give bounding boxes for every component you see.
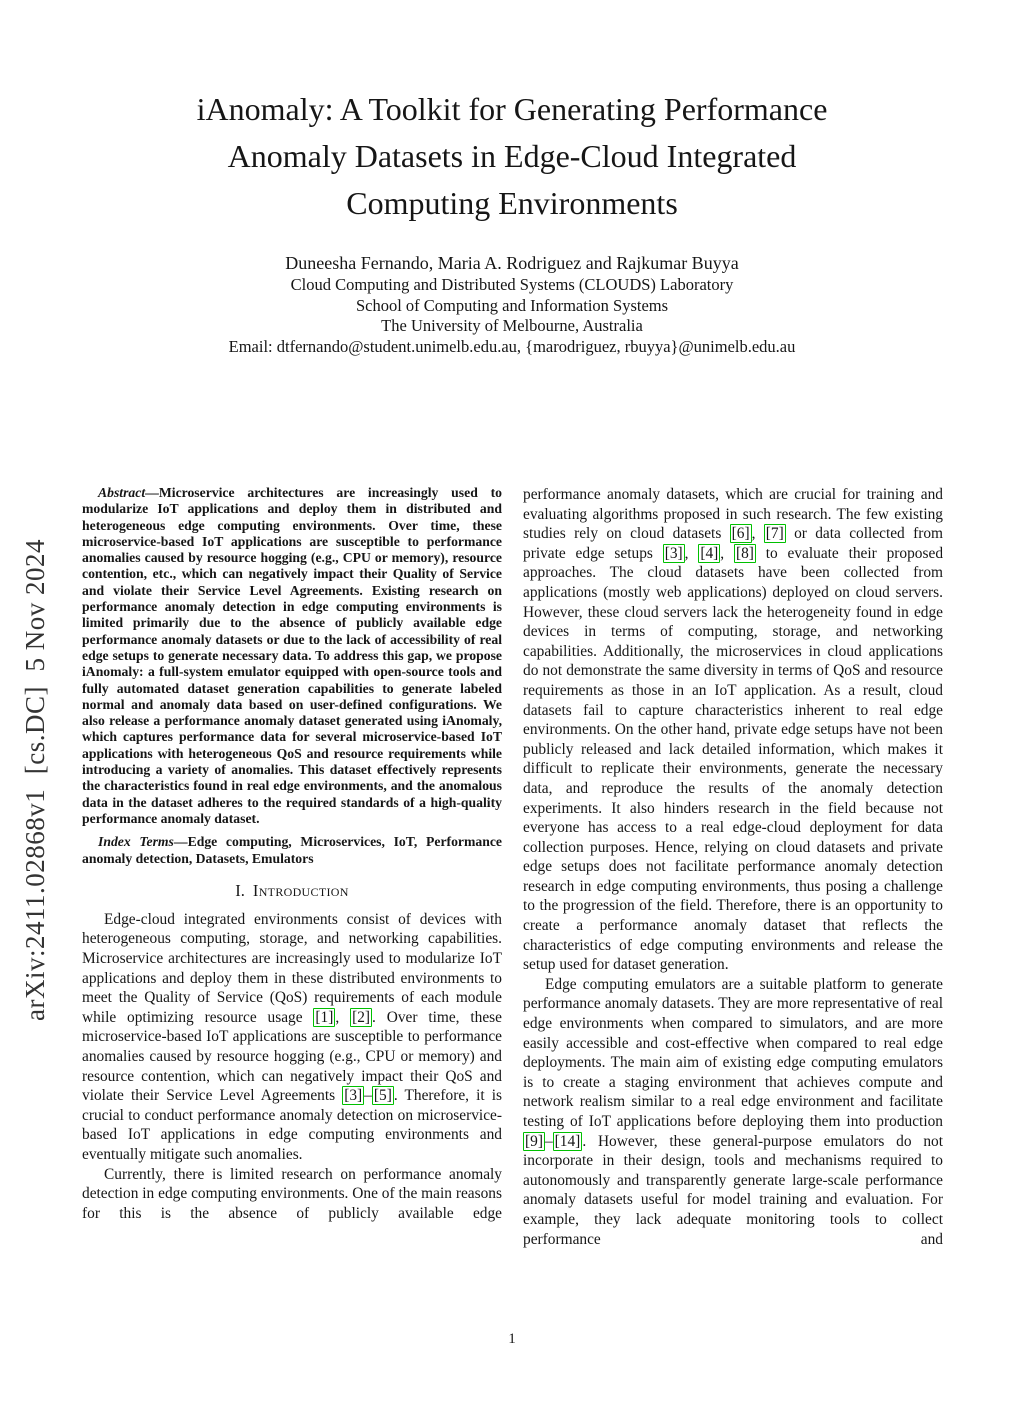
- citation-link[interactable]: [1]: [315, 1008, 334, 1026]
- affiliation-university: The University of Melbourne, Australia: [381, 316, 643, 335]
- left-column: [82, 485, 502, 1249]
- paper-title: [60, 86, 964, 227]
- page-number: 1: [508, 1331, 516, 1347]
- citation-link[interactable]: [6]: [731, 525, 750, 543]
- index-terms-text: —Edge computing, Microservices, IoT, Performance anomaly detection, Datasets, Emulators: [82, 834, 503, 866]
- abstract-label: Abstract: [98, 485, 146, 500]
- right-column: [523, 485, 943, 1249]
- author-block: [0, 252, 1024, 357]
- citation-link[interactable]: [4]: [700, 544, 719, 562]
- citation-link[interactable]: [3]: [664, 544, 683, 562]
- citation-link[interactable]: [2]: [352, 1008, 371, 1026]
- citation-link[interactable]: [5]: [373, 1087, 392, 1105]
- arxiv-watermark: arXiv:2411.02868v1 [cs.DC] 5 Nov 2024: [20, 539, 50, 1021]
- title-line-2: Anomaly Datasets in Edge-Cloud Integrated: [227, 138, 797, 174]
- section-number: I.: [235, 880, 245, 900]
- abstract-text: —Microservice architectures are increasingly used to modularize IoT applications and deploy them in distributed and heterogeneous edge computing environments. Over time, these microservice-based IoT applications are susceptible to performance anomalies caused by resource hogging (e.g., CPU or memory), resource contention, etc., which can negatively impact their Quality of Service and violate their Service Level Agreements. Existing research on performance anomaly detection in edge computing environments is limited primarily due to the absence of publicly available edge performance anomaly datasets or due to the lack of accessibility of real edge setups to generate necessary data. To address this gap, we propose iAnomaly: a full-system emulator equipped with open-source tools and fully automated dataset generation capabilities to generate labeled normal and anomaly data based on user-defined configurations. We also release a performance anomaly dataset generated using iAnomaly, which captures performance data for several microservice-based IoT applications with heterogeneous QoS and resource requirements while introducing a variety of anomalies. This dataset effectively represents the characteristics found in real edge environments, and the anomalous data in the dataset adheres to the required standards of a high-quality performance anomaly dataset.: [82, 485, 502, 826]
- citation-link[interactable]: [9]: [525, 1132, 543, 1150]
- citation-link[interactable]: [14]: [554, 1132, 581, 1150]
- title-line-1: iAnomaly: A Toolkit for Generating Performance: [196, 91, 828, 127]
- citation-link[interactable]: [3]: [344, 1087, 363, 1105]
- index-terms-paragraph: [82, 834, 502, 867]
- citation-link[interactable]: [8]: [735, 544, 754, 562]
- two-column-layout: [82, 485, 943, 1249]
- index-terms-label: Index Terms: [98, 834, 174, 850]
- intro-paragraph-3: performance anomaly datasets, which are crucial for training and evaluating algorithms proposed in such research. The few existing studies rely on cloud datasets [6] , [7] or data collected from private edge setups [3] , [4] , [8] to evaluate their proposed approaches. The cloud datasets have been collected from applications (mostly web applications) deployed on cloud servers. However, these cloud servers lack the heterogeneity found in edge devices in terms of computing, storage, and networking capabilities. Additionally, the microservices in cloud applications do not demonstrate the same diversity in terms of QoS and resource requirements as those in an IoT application. As a result, cloud datasets fail to capture characteristics inherent to real edge environments. On the other hand, private edge setups have not been publicly released and lack detailed information, which makes it difficult to replicate their environments, generate the necessary data, and reproduce the results of the anomaly detection experiments. It also hinders research in the field because not everyone has access to a real edge-cloud deployment for data collection purposes. Hence, relying on cloud datasets and private edge setups does not facilitate performance anomaly detection research in edge computing environments, thus posing a challenge to the progression of the field. Therefore, there is an opportunity to create a performance anomaly dataset that reflects the characteristics of edge computing environments and release the setup used for dataset generation.: [523, 486, 944, 974]
- paper-page: [0, 86, 1024, 1411]
- intro-paragraph-4: Edge computing emulators are a suitable platform to generate performance anomaly datasets. They are more representative of real edge environments when compared to simulators, and are more easily accessible and cost-effective when compared to real edge deployments. The main aim of existing edge computing emulators is to create a staging environment that achieves compute and network realism similar to a real edge environment and facilitate testing of IoT applications before deploying them into production [9] – [14] . However, these general-purpose emulators do not incorporate in their design, tools and mechanisms required to autonomously and transparently generate large-scale performance anomaly datasets useful for model training and evaluation. For example, they lack adequate monitoring tools to collect performance and: [523, 975, 943, 1248]
- citation-link[interactable]: [7]: [765, 525, 784, 543]
- email-line: Email: dtfernando@student.unimelb.edu.au, {marodriguez, rbuyya}@unimelb.edu.au: [228, 336, 796, 356]
- title-line-3: Computing Environments: [346, 185, 678, 221]
- intro-paragraph-1: Edge-cloud integrated environments consist of devices with heterogeneous computing, storage, and networking capabilities. Microservice architectures are increasingly used to modularize IoT applications and deploy them in these distributed environments to meet the Quality of Service (QoS) requirements of each module while optimizing resource usage [1] , [2] . Over time, these microservice-based IoT applications are susceptible to performance anomalies caused by resource hogging (e.g., CPU or memory) and resource contention, which can negatively impact their QoS and violate their Service Level Agreements [3] – [5] . Therefore, it is crucial to conduct performance anomaly detection on microservice-based IoT applications in edge computing environments and eventually mitigate such anomalies.: [82, 910, 503, 1163]
- section-heading-introduction: [82, 881, 502, 901]
- section-title: Introduction: [252, 880, 349, 900]
- intro-paragraph-2: Currently, there is limited research on performance anomaly detection in edge computing environments. One of the main reasons for this is the absence of publicly available edge: [82, 1165, 502, 1222]
- affiliation-lab: Cloud Computing and Distributed Systems (CLOUDS) Laboratory: [290, 275, 734, 294]
- author-names: Duneesha Fernando, Maria A. Rodriguez and Rajkumar Buyya: [285, 253, 739, 273]
- abstract-paragraph: [82, 485, 502, 827]
- affiliation-school: School of Computing and Information Systems: [355, 295, 669, 315]
